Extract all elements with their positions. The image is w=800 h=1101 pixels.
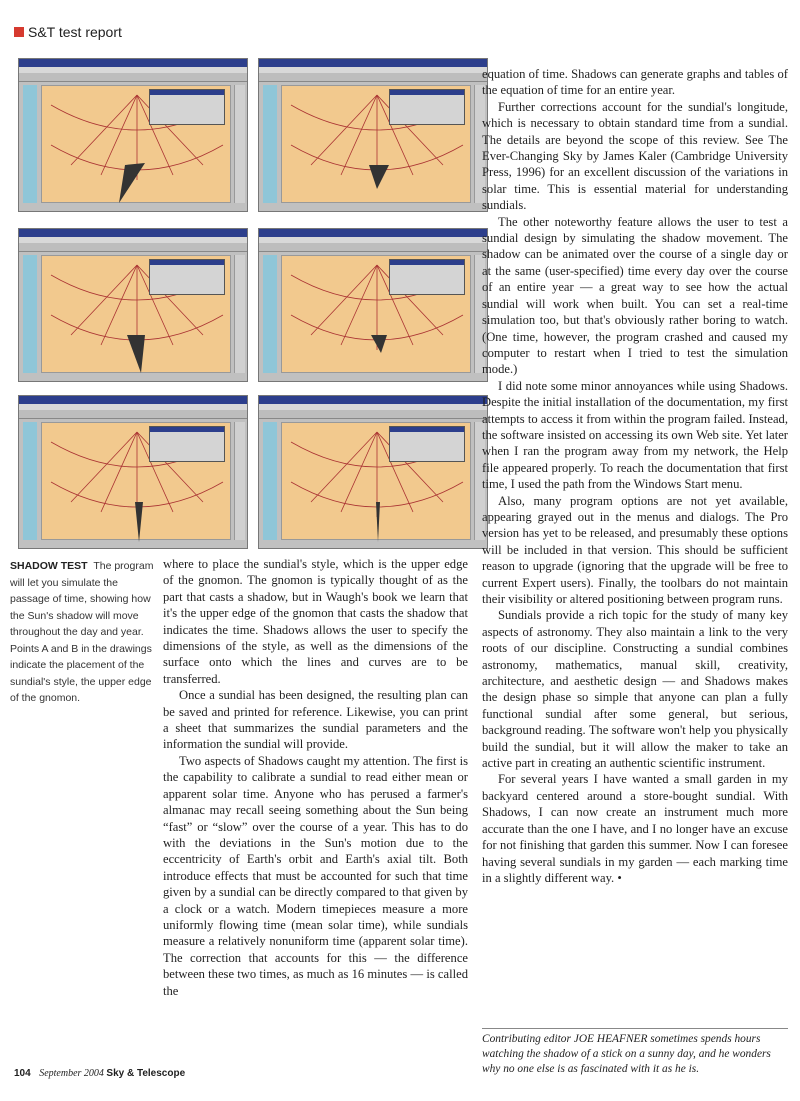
section-title: S&T test report [28, 24, 122, 40]
caption-lead: SHADOW TEST [10, 560, 88, 572]
screenshot-4 [258, 228, 488, 382]
section-header [14, 24, 122, 40]
author-bio: Contributing editor JOE HEAFNER sometimes spends hours watching the shadow of a stick on a sunny day, and he wonders why no one else is as fascinated with it as he is. [482, 1033, 771, 1076]
page-footer [14, 1068, 185, 1079]
screenshot-2 [258, 58, 488, 212]
screenshot-6 [258, 395, 488, 549]
issue-date: September 2004 [39, 1068, 104, 1079]
paragraph: For several years I have wanted a small garden in my backyard centered around a store-bought sundial. With Shadows, I can now create an instrument much more accurate than the one I have, and I no longer have an excuse for not finishing that garden this summer. Now I can foresee having several sundials in my garden — each marking time in a slightly different way. • [482, 772, 788, 885]
screenshot-5 [18, 395, 248, 549]
article-column-2 [482, 66, 788, 886]
screenshot-3 [18, 228, 248, 382]
article-column-1 [163, 556, 468, 999]
paragraph: The other noteworthy feature allows the user to test a sundial design by simulating the shadow movement. The shadow can be animated over the course of a single day or at the same (user-specified) time every day over the course of an entire year — a great way to see how the actual sundial will work when built. You can set a real-time simulation too, but that's obviously rather boring to watch. (One time, however, the program crashed and caused my computer to restart when I tried to test the simulation mode.) [482, 214, 788, 377]
paragraph: Two aspects of Shadows caught my attention. The first is the capability to calibrate a sundial to read either mean or apparent solar time. Anyone who has perused a farmer's almanac may recall seeing something about the Sun being “fast” or “slow” over the course of a year. This has to do with the deviations in the Sun's motion due to the eccentricity of Earth's orbit and Earth's axial tilt. Both introduce effects that must be accounted for such that time given by a sundial can be directly compared to that given by a clock or a watch. Modern timepieces measure a more uniformly flowing time (mean solar time), while sundials measure a relatively nonuniform time (apparent solar time). The correction that accounts for this — the difference between these two times, as much as 16 minutes — is called the [163, 753, 468, 998]
page-number: 104 [14, 1068, 31, 1079]
figure-caption [10, 558, 158, 707]
paragraph: Further corrections account for the sundial's longitude, which is necessary to obtain standard time from a sundial. The details are beyond the scope of this review. See The Ever-Changing Sky by James Kaler (Cambridge University Press, 1996) for an excellent discussion of the variations in solar time. This is essential material for understanding sundials. [482, 99, 788, 213]
caption-text: The program will let you simulate the passage of time, showing how the Sun's shadow will move throughout the day and year. Points A and B in the drawings indicate the placement of the sundial's style, the upper edge of the gnomon. [10, 560, 154, 704]
paragraph: Sundials provide a rich topic for the study of many key aspects of astronomy. They also maintain a link to the very roots of our discipline. Constructing a sundial combines astronomy, mathematics, manual skill, creativity, architecture, and aesthetic design — and Shadows makes the design phase so simple that anyone can plan a fully functional sundial after some general, but serious, background reading. The software won't help you physically build the sundial, but it will allow the maker to take an active part in creating an authentic scientific instrument. [482, 608, 788, 771]
screenshot-1 [18, 58, 248, 212]
paragraph: where to place the sundial's style, which is the upper edge of the gnomon. The gnomon is typically thought of as the part that casts a shadow, but in Waugh's book we learn that it's the upper edge of the gnomon that casts the shadow that indicates the time. Shadows allows the user to specify the dimensions of the style, as well as the dimensions of the surface onto which the lines and curves are to be transferred. [163, 557, 468, 686]
paragraph: Once a sundial has been designed, the resulting plan can be saved and printed for reference. Likewise, you can print a sheet that summarizes the sundial parameters and the information the sundial will provide. [163, 688, 468, 752]
section-marker [14, 27, 24, 37]
magazine-name: Sky & Telescope [106, 1068, 186, 1079]
paragraph: I did note some minor annoyances while using Shadows. Despite the initial installation of the documentation, my first attempts to access it from within the program failed. Instead, the software insisted on accessing its own Web site. Yet later when I ran the program away from my network, the Help file appeared properly. To reach the documentation that first time, I used the path from the Windows Start menu. [482, 378, 789, 492]
paragraph: Also, many program options are not yet available, appearing grayed out in the menus and dialogs. The Pro version has yet to be released, and presumably these options will be included in that version. This should be sufficient reason to upgrade (ignoring that the upgrade will be free to current Expert users). Finally, the toolbars do not maintain their visibility or altered positioning between program runs. [482, 493, 788, 606]
bio-divider [482, 1028, 788, 1029]
paragraph: equation of time. Shadows can generate graphs and tables of the equation of time for an entire year. [482, 67, 788, 98]
